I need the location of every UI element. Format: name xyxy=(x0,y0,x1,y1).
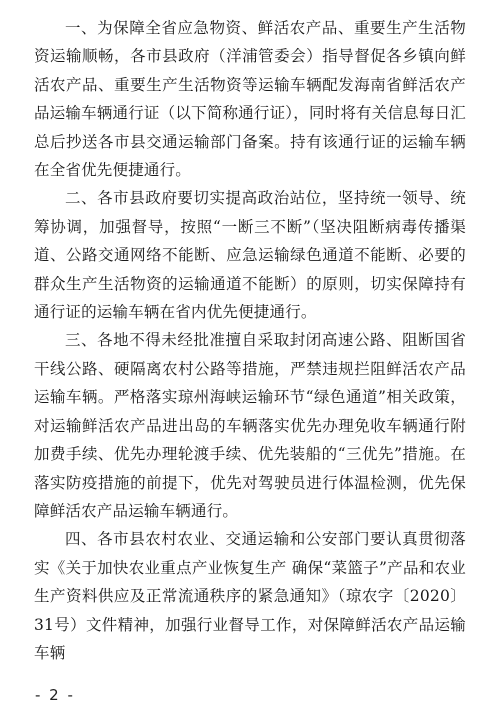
document-body xyxy=(34,14,466,667)
paragraph-1: 一、为保障全省应急物资、鲜活农产品、重要生产生活物资运输顺畅，各市县政府（洋浦管委会）指导督促各乡镇向鲜活农产品、重要生产生活物资等运输车辆配发海南省鲜活农产品运输车辆通行证（以下简称通行证），同时将有关信息每日汇总后抄送各市县交通运输部门备案。持有该通行证的运输车辆在全省优先便捷通行。 xyxy=(34,19,466,180)
paragraph-3: 三、各地不得未经批准擅自采取封闭高速公路、阻断国省干线公路、硬隔离农村公路等措施，严禁违规拦阻鲜活农产品运输车辆。严格落实琼州海峡运输环节“绿色通道”相关政策，对运输鲜活农产品进出岛的车辆落实优先办理免收车辆通行附加费手续、优先办理轮渡手续、优先装船的“三优先”措施。在落实防疫措施的前提下，优先对驾驶员进行体温检测，优先保障鲜活农产品运输车辆通行。 xyxy=(34,331,466,520)
page-number: - 2 - xyxy=(35,686,75,704)
paragraph-2: 二、各市县政府要切实提高政治站位，坚持统一领导、统筹协调，加强督导，按照“一断三不断”（坚决阻断病毒传播渠道、公路交通网络不能断、应急运输绿色通道不能断、必要的群众生产生活物资的运输通道不能断）的原则，切实保障持有通行证的运输车辆在省内优先便捷通行。 xyxy=(34,189,466,322)
paragraph-4: 四、各市县农村农业、交通运输和公安部门要认真贯彻落实《关于加快农业重点产业恢复生产 确保“菜篮子”产品和农业生产资料供应及正常流通秩序的紧急通知》（琼农字〔2020〕31号）文件精神，加强行业督导工作，对保障鲜活农产品运输车辆 xyxy=(34,530,466,662)
